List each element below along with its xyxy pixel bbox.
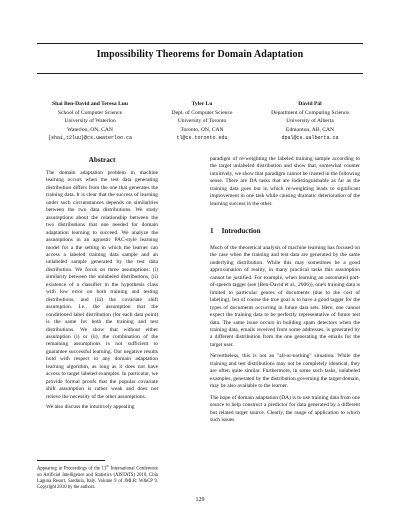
paper-title: Impossibility Theorems for Domain Adaptation (96, 49, 304, 60)
author-block-2 (152, 100, 252, 143)
section-title: Introduction (221, 227, 261, 235)
author-email: tl@cs.toronto.edu (176, 135, 228, 142)
author-name: Dávid Pál (298, 101, 322, 107)
abstract-heading: Abstract (88, 156, 116, 164)
footnote-superscript: th (106, 464, 109, 468)
abstract-column (46, 170, 158, 412)
author-location: Waterloo, ON, CAN (67, 126, 113, 133)
author-block-1 (36, 100, 144, 143)
author-email: dpal@cs.ualberta.ca (281, 135, 339, 142)
intro-paragraph: Much of the theoretical analysis of machine learning has focused on the case when the training and test data are generated by the same underlying distribution. While this may sometimes be a good approximation of reality, in many practical tasks this assumption cannot be justified. For example, when learning an automated part-of-speech tagger (see (Ben-David et al., 2006)), one's training data is limited to particular genres of documents (due to the cost of labeling), but of course the true goal is to have a good tagger for the types of documents occurring in future data sets. Here, one cannot expect the training data to be perfectly representative of future test data. The same issue occurs in building spam detectors when the training data, emails received from some addresses, is generated by a different distribution from the one generating the emails for the target user. (210, 245, 360, 348)
intro-paragraph: The hope of domain adaptation (DA) is to use training data from one source to help construct a predictor for data generated by a different but related target source. Clearly, the range of application to which such issues (210, 394, 360, 423)
author-name: Shai Ben-David and Teresa Luu (51, 101, 129, 107)
author-affiliation: Dept. of Computer Science (171, 109, 233, 116)
author-affiliation: School of Computer Science (57, 109, 123, 116)
author-institution: University of Alberta (286, 118, 334, 125)
page-number: 129 (195, 497, 205, 503)
author-affiliation: Department of Computing Science (271, 109, 349, 116)
footnote-text-end: International Conference on Artificial Intelligence and Statistics (AISTATS) 2010, Chia Laguna Resort, Sardinia, Italy. Volume 9 of JMLR: W&CP 9. Copyright 2010 by the authors. (37, 466, 158, 491)
author-name: Tyler Lu (191, 101, 213, 107)
intro-paragraph: Nevertheless, this is not an "all-or-nothing" situation. While the training and test distributions may not be completely identical, they are often quite similar. Furthermore, in some such tasks, unlabeled examples, generated by the distribution governing the target domain, may be also available to the learner. (210, 353, 360, 390)
introduction-body (210, 245, 360, 424)
section-heading (210, 227, 261, 235)
section-number: 1 (210, 227, 214, 235)
author-email: {shai,t2luu}@cs.uwaterloo.ca (47, 135, 132, 142)
title-bottom-rule (37, 73, 363, 74)
footnote (37, 463, 158, 492)
abstract-continuation: paradigm of re-weighting the labeled training sample according to the target unlabeled distribution and show that, somewhat counter intuitively, we show that paradigm cannot be trusted in the following sense. There are DA tasks that are indistinguishable as far as the training data goes but in which re-weighting leads to significant improvement in one task while causing dramatic deterioration of the learning success in the other. (210, 156, 360, 207)
right-column-top (210, 156, 360, 208)
abstract-paragraph: The domain adaptation problem in machine learning occurs when the test data generating distribution differs from the one that generates the training data. It is clear that the success of learning under such circumstances depends on similarities between the two data distributions. We study assumptions about the relationship between the two distributions that one needed for domain adaptation learning to succeed. We analyze the assumptions in an agnostic PAC-style learning model for a the setting in which the learner can access a labeled training data sample and an unlabeled sample generated by the test data distribution. We focus on three assumptions: (i) similarity between the unlabeled distributions, (ii) existence of a classifier in the hypothesis class with low error on both training and testing distributions, and (iii) the covariate shift assumption. I.e., the assumption that the conditioned label distribution (for each data point) is the same for both the training and test distributions. We show that without either assumption (i) or (ii), the combination of the remaining assumptions is not sufficient to guarantee successful learning. Our negative results hold with respect to any domain adaptation learning algorithm, as long as it does not have access to target labeled examples. In particular, we provide formal proofs that the popular covariate shift assumption is rather weak and does not relieve the necessity of the other assumptions. (46, 170, 158, 400)
author-institution: University of Toronto (177, 118, 227, 125)
author-location: Edmonton, AB, CAN (285, 126, 335, 133)
footnote-rule (37, 460, 105, 461)
author-location: Toronto, ON, CAN (180, 126, 224, 133)
author-institution: University of Waterloo (64, 118, 116, 125)
abstract-paragraph: We also discuss the intuitively appealing (46, 404, 135, 411)
footnote-text-start: Appearing in Proceedings of the 13 (37, 466, 107, 472)
author-block-3 (254, 100, 366, 143)
title-top-rule (37, 43, 363, 44)
